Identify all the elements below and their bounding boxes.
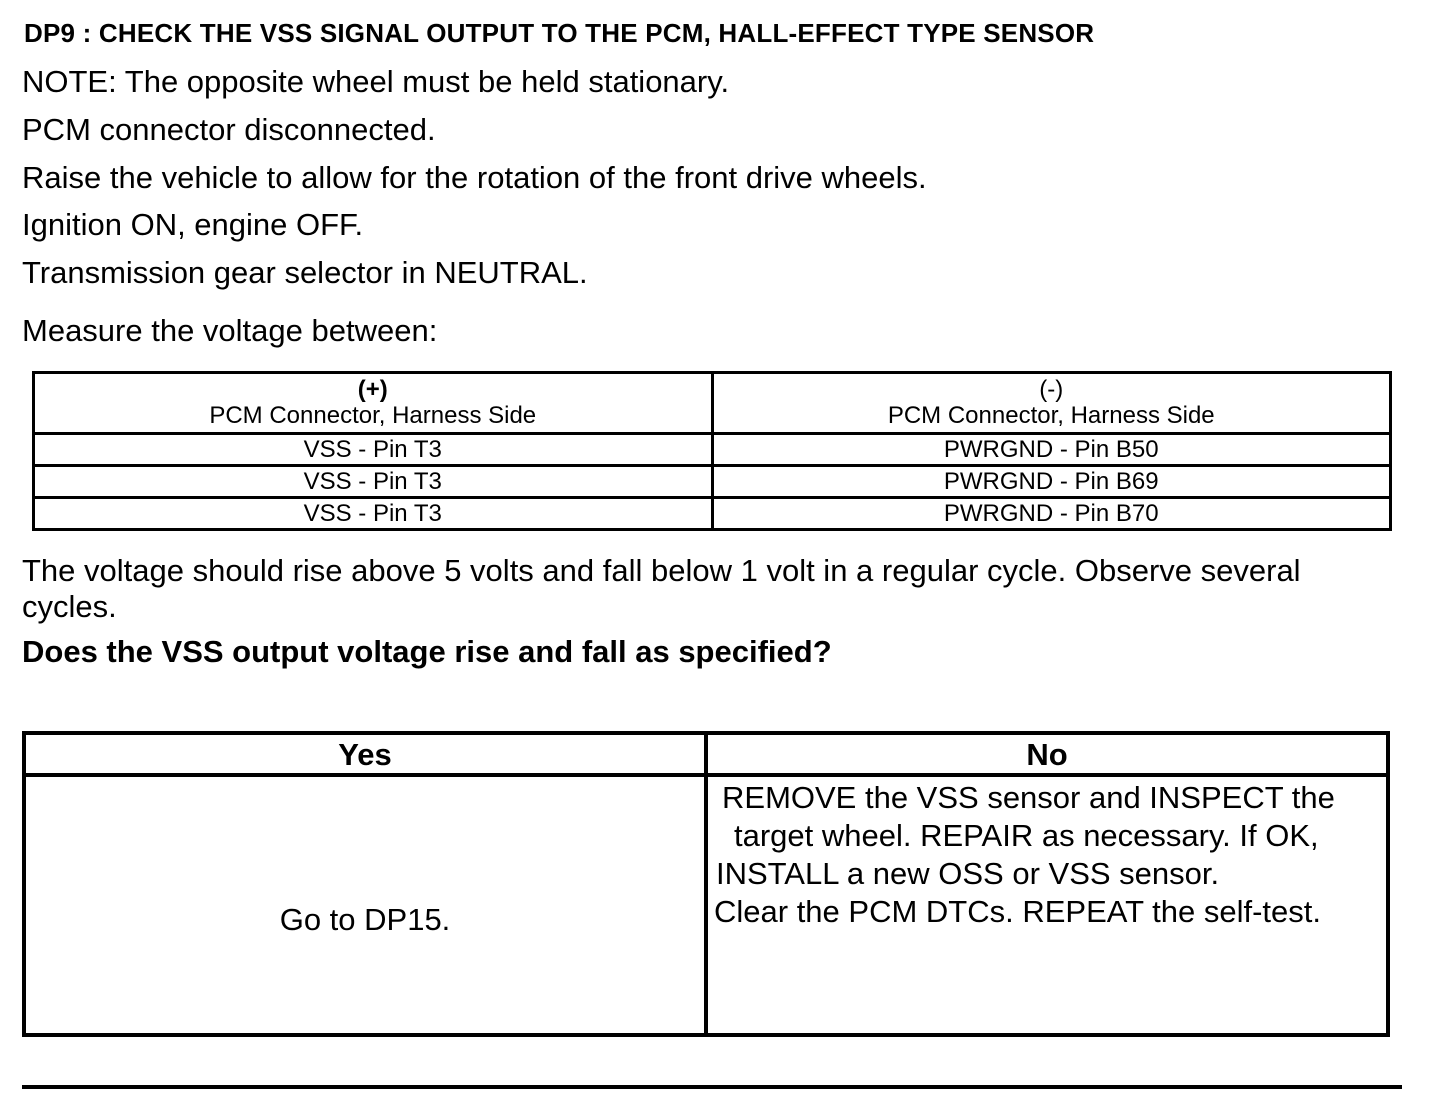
table-row (34, 434, 1391, 466)
positive-header (34, 373, 713, 434)
step-gear-selector: Transmission gear selector in NEUTRAL. (22, 255, 588, 290)
step-raise-vehicle: Raise the vehicle to allow for the rotation of the front drive wheels. (22, 160, 927, 195)
negative-header-label: PCM Connector, Harness Side (887, 402, 1215, 429)
positive-sign: (+) (357, 376, 388, 403)
result-table (22, 731, 1390, 1037)
table-row (34, 498, 1391, 530)
page-title: DP9 : CHECK THE VSS SIGNAL OUTPUT TO THE PCM, HALL-EFFECT TYPE SENSOR (24, 18, 1095, 48)
positive-pin: VSS - Pin T3 (34, 434, 713, 466)
measurement-table (32, 371, 1392, 531)
negative-header (712, 373, 1391, 434)
no-action-line: INSTALL a new OSS or VSS sensor. (716, 856, 1220, 891)
no-action (706, 775, 1388, 1035)
step-connector: PCM connector disconnected. (22, 112, 436, 147)
step-ignition: Ignition ON, engine OFF. (22, 207, 364, 242)
bottom-divider (22, 1085, 1402, 1089)
no-header: No (706, 733, 1388, 775)
question: Does the VSS output voltage rise and fall as specified? (22, 634, 832, 669)
table-row (34, 466, 1391, 498)
negative-pin: PWRGND - Pin B50 (712, 434, 1391, 466)
negative-pin: PWRGND - Pin B70 (712, 498, 1391, 530)
yes-header: Yes (24, 733, 706, 775)
negative-sign: (-) (1039, 376, 1064, 403)
measure-label: Measure the voltage between: (22, 313, 438, 348)
positive-header-label: PCM Connector, Harness Side (209, 402, 537, 429)
spec-text: The voltage should rise above 5 volts and fall below 1 volt in a regular cycle. Observe several cycles. (22, 553, 1301, 624)
no-action-line: REMOVE the VSS sensor and INSPECT the (722, 780, 1335, 815)
positive-pin: VSS - Pin T3 (34, 466, 713, 498)
step-note: NOTE: The opposite wheel must be held stationary. (22, 64, 730, 99)
positive-pin: VSS - Pin T3 (34, 498, 713, 530)
negative-pin: PWRGND - Pin B69 (712, 466, 1391, 498)
yes-action: Go to DP15. (24, 775, 706, 1035)
no-action-line: Clear the PCM DTCs. REPEAT the self-test. (714, 894, 1321, 929)
no-action-line: target wheel. REPAIR as necessary. If OK, (734, 818, 1319, 853)
